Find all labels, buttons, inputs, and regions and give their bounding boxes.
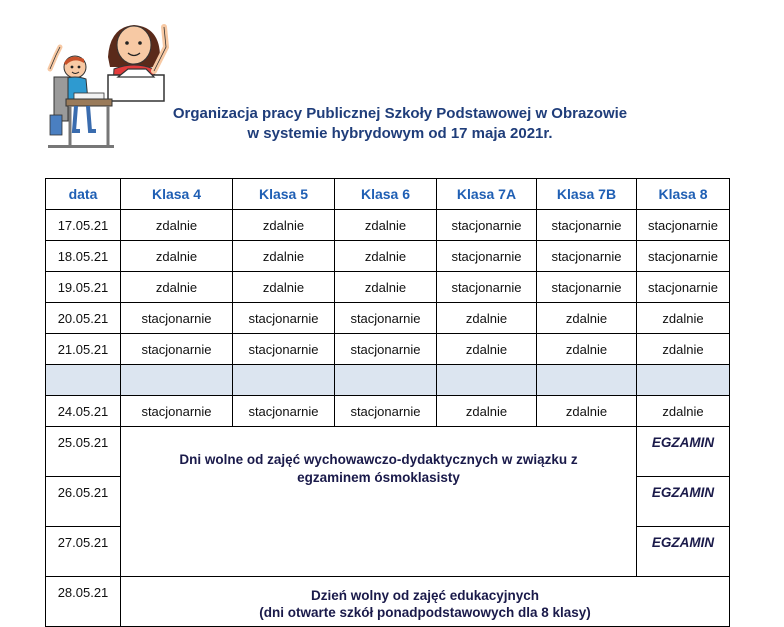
header-class-7a: Klasa 7A [437, 179, 537, 210]
table-cell: zdalnie [537, 396, 637, 427]
blank-cell [437, 365, 537, 396]
table-cell: stacjonarnie [437, 241, 537, 272]
free-days-line-2: egzaminem ósmoklasisty [297, 470, 460, 485]
table-cell: stacjonarnie [637, 272, 730, 303]
table-cell: stacjonarnie [335, 303, 437, 334]
blank-cell [233, 365, 335, 396]
title-line-2: w systemie hybrydowym od 17 maja 2021r. [247, 125, 553, 142]
row-date: 19.05.21 [46, 272, 121, 303]
table-row [46, 303, 730, 334]
table-cell: stacjonarnie [233, 334, 335, 365]
table-cell: stacjonarnie [537, 272, 637, 303]
table-cell: zdalnie [233, 272, 335, 303]
header-date: data [46, 179, 121, 210]
table-cell: zdalnie [121, 272, 233, 303]
free-days-line-1: Dni wolne od zajęć wychowawczo-dydaktycznych w związku z [179, 452, 578, 467]
row-date: 27.05.21 [46, 527, 121, 577]
page-title [100, 104, 700, 144]
row-date: 24.05.21 [46, 396, 121, 427]
table-cell: stacjonarnie [537, 241, 637, 272]
open-day-line-2: (dni otwarte szkół ponadpodstawowych dla 8 klasy) [259, 604, 591, 620]
header-class-4: Klasa 4 [121, 179, 233, 210]
table-cell: stacjonarnie [437, 210, 537, 241]
header-class-6: Klasa 6 [335, 179, 437, 210]
table-row [46, 334, 730, 365]
table-header-row [46, 179, 730, 210]
table-cell: stacjonarnie [437, 272, 537, 303]
table-row [46, 396, 730, 427]
table-cell: stacjonarnie [121, 334, 233, 365]
row-date: 17.05.21 [46, 210, 121, 241]
table-cell: stacjonarnie [233, 303, 335, 334]
exam-label: EGZAMIN [637, 477, 730, 527]
header-class-7b: Klasa 7B [537, 179, 637, 210]
table-cell: zdalnie [335, 241, 437, 272]
row-date: 28.05.21 [46, 577, 121, 627]
blank-cell [46, 365, 121, 396]
table-cell: stacjonarnie [537, 210, 637, 241]
table-cell: zdalnie [233, 210, 335, 241]
table-row [46, 241, 730, 272]
table-cell: zdalnie [335, 272, 437, 303]
table-cell: zdalnie [637, 396, 730, 427]
table-cell: zdalnie [437, 303, 537, 334]
table-cell: zdalnie [537, 334, 637, 365]
table-row [46, 210, 730, 241]
table-cell: zdalnie [121, 210, 233, 241]
free-days-notice [121, 427, 637, 577]
table-cell: stacjonarnie [121, 303, 233, 334]
blank-cell [335, 365, 437, 396]
schedule-table [45, 178, 730, 627]
table-cell: stacjonarnie [335, 396, 437, 427]
table-cell: zdalnie [335, 210, 437, 241]
open-day-line-1: Dzień wolny od zajęć edukacyjnych [310, 587, 540, 603]
teacher-figure [108, 25, 166, 101]
row-date: 20.05.21 [46, 303, 121, 334]
open-day-notice [121, 577, 730, 627]
row-date: 25.05.21 [46, 427, 121, 477]
table-cell: zdalnie [437, 334, 537, 365]
exam-row [46, 427, 730, 477]
header-class-8: Klasa 8 [637, 179, 730, 210]
table-cell: zdalnie [233, 241, 335, 272]
table-cell: stacjonarnie [233, 396, 335, 427]
table-cell: zdalnie [437, 396, 537, 427]
table-cell: stacjonarnie [121, 396, 233, 427]
blank-cell [637, 365, 730, 396]
table-cell: zdalnie [121, 241, 233, 272]
table-cell: stacjonarnie [335, 334, 437, 365]
table-cell: stacjonarnie [637, 210, 730, 241]
title-line-1: Organizacja pracy Publicznej Szkoły Podstawowej w Obrazowie [172, 105, 628, 122]
table-cell: zdalnie [537, 303, 637, 334]
blank-cell [121, 365, 233, 396]
row-date: 26.05.21 [46, 477, 121, 527]
header-class-5: Klasa 5 [233, 179, 335, 210]
exam-label: EGZAMIN [637, 527, 730, 577]
row-date: 21.05.21 [46, 334, 121, 365]
table-cell: zdalnie [637, 303, 730, 334]
last-row [46, 577, 730, 627]
table-row [46, 272, 730, 303]
blank-cell [537, 365, 637, 396]
row-date: 18.05.21 [46, 241, 121, 272]
exam-label: EGZAMIN [637, 427, 730, 477]
table-cell: stacjonarnie [637, 241, 730, 272]
table-cell: zdalnie [637, 334, 730, 365]
weekend-blank-row [46, 365, 730, 396]
